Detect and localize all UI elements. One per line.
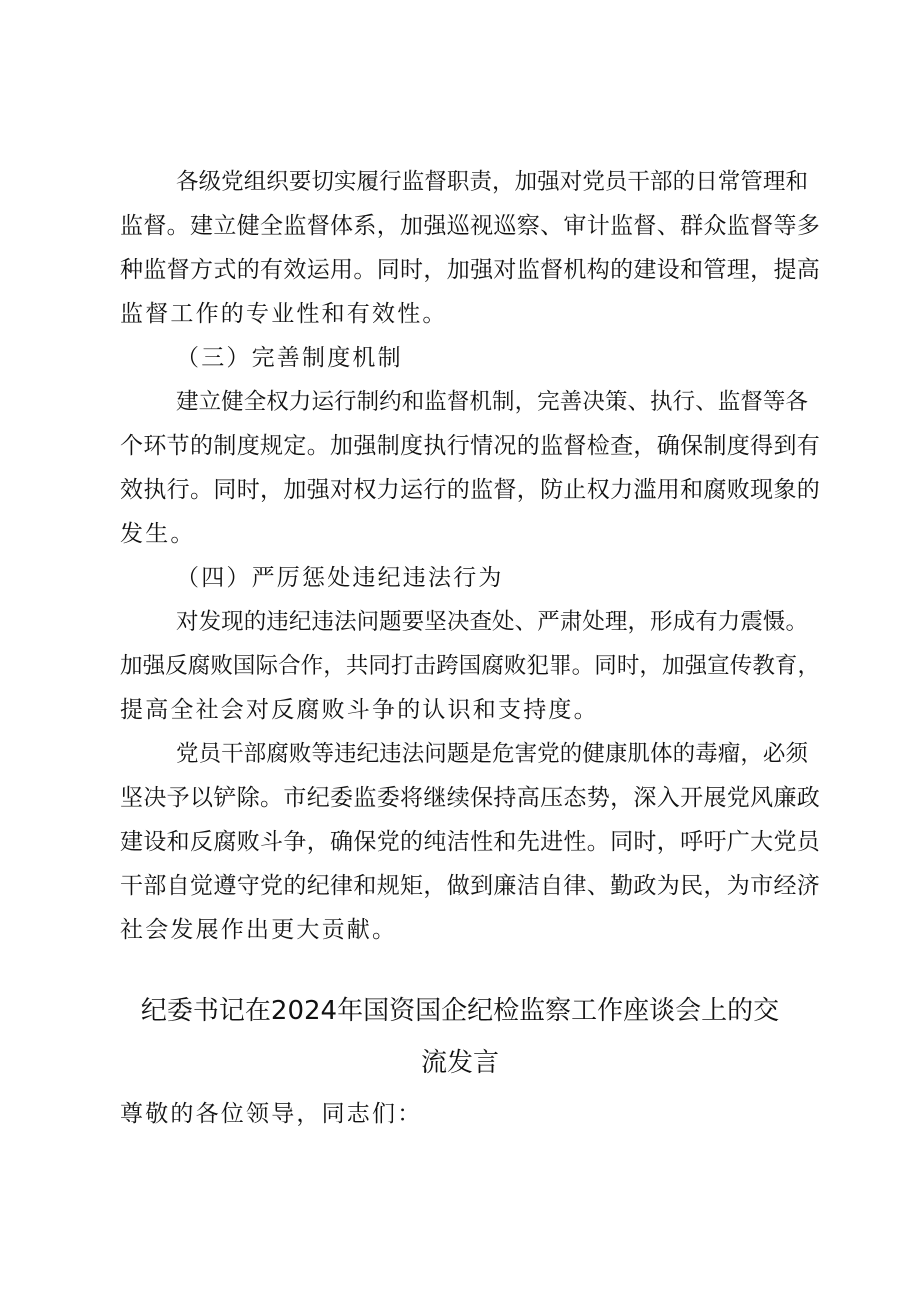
paragraph-4-line-1: 党员干部腐败等违纪违法问题是危害党的健康肌体的毒瘤，必须 bbox=[176, 741, 808, 767]
section-heading-3: （三）完善制度机制 bbox=[176, 345, 403, 371]
document-title-line-2: 流发言 bbox=[420, 1048, 499, 1078]
paragraph-2-line-2: 个环节的制度规定。加强制度执行情况的监督检查，确保制度得到有 bbox=[120, 433, 820, 459]
paragraph-4-line-4: 干部自觉遵守党的纪律和规矩，做到廉洁自律、勤政为民，为市经济 bbox=[120, 873, 820, 899]
document-title-line-1: 纪委书记在2024年国资国企纪检监察工作座谈会上的交 bbox=[140, 996, 780, 1026]
paragraph-2-line-4: 发生。 bbox=[120, 521, 196, 547]
paragraph-1-line-3: 种监督方式的有效运用。同时，加强对监督机构的建设和管理，提高 bbox=[120, 257, 820, 283]
paragraph-1-line-4: 监督工作的专业性和有效性。 bbox=[120, 301, 448, 327]
paragraph-4-line-5: 社会发展作出更大贡献。 bbox=[120, 917, 398, 943]
paragraph-1-line-1: 各级党组织要切实履行监督职责，加强对党员干部的日常管理和 bbox=[176, 169, 808, 195]
paragraph-1-line-2: 监督。建立健全监督体系，加强巡视巡察、审计监督、群众监督等多 bbox=[120, 213, 820, 239]
salutation: 尊敬的各位领导，同志们： bbox=[120, 1101, 423, 1127]
paragraph-3-line-3: 提高全社会对反腐败斗争的认识和支持度。 bbox=[120, 697, 599, 723]
paragraph-3-line-2: 加强反腐败国际合作，共同打击跨国腐败犯罪。同时，加强宣传教育， bbox=[120, 653, 820, 679]
paragraph-4-line-2: 坚决予以铲除。市纪委监委将继续保持高压态势，深入开展党风廉政 bbox=[120, 785, 820, 811]
paragraph-2-line-1: 建立健全权力运行制约和监督机制，完善决策、执行、监督等各 bbox=[176, 389, 808, 415]
paragraph-4-line-3: 建设和反腐败斗争，确保党的纯洁性和先进性。同时，呼吁广大党员 bbox=[120, 829, 820, 855]
paragraph-3-line-1: 对发现的违纪违法问题要坚决查处、严肃处理，形成有力震慑。 bbox=[176, 609, 808, 635]
paragraph-2-line-3: 效执行。同时，加强对权力运行的监督，防止权力滥用和腐败现象的 bbox=[120, 477, 820, 503]
section-heading-4: （四）严厉惩处违纪违法行为 bbox=[176, 565, 504, 591]
